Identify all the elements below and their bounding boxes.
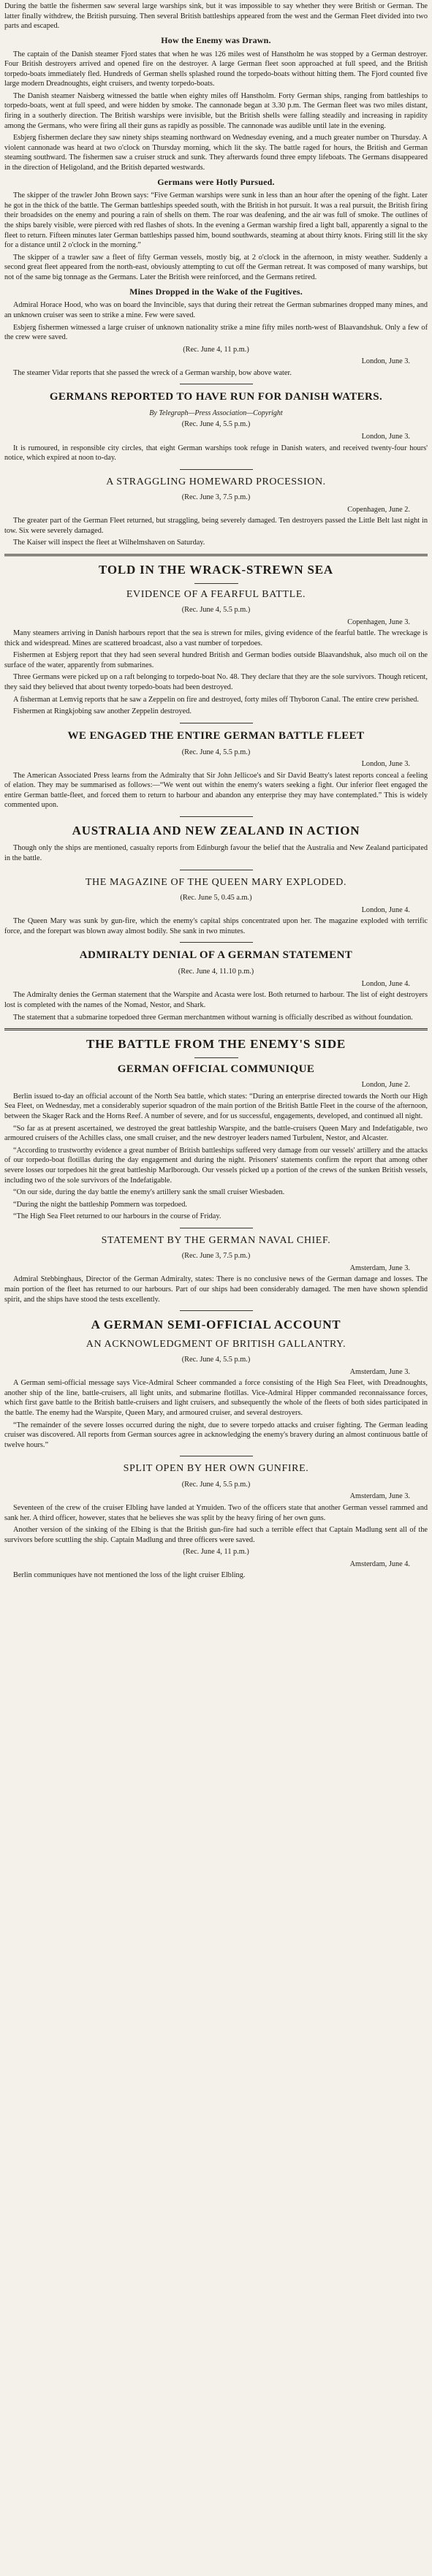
divider: [194, 583, 238, 584]
received-time: (Rec. June 4, 5.5 p.m.): [181, 605, 251, 614]
paragraph: The steamer Vidar reports that she passed the wreck of a German warship, bow above water.: [13, 368, 292, 377]
paragraph: Berlin issued to-day an official account of the North Sea battle, which states: “During an enterprise directed towards the North our High Sea Fleet, on Wednesday, met a considerably superior squadron of the main portion of the British Battle Fleet in the course of the afternoon, between the Skager Rack and the Horns Reef. A number of severe, and for us successful, engagements, developed, and continued all night.: [4, 1092, 428, 1121]
paragraph: “The remainder of the severe losses occurred during the night, due to severe torpedo attacks and cruiser fighting. The German leading cruiser was discovered. All reports from German sources agree in acknowledging the enemy's bravery during an almost continuous battle of twelve hours.”: [4, 1421, 428, 1449]
subheadline: AN ACKNOWLEDGMENT OF BRITISH GALLANTRY.: [86, 1338, 346, 1350]
headline: THE BATTLE FROM THE ENEMY'S SIDE: [86, 1037, 346, 1052]
headline: TOLD IN THE WRACK-STREWN SEA: [99, 563, 333, 577]
paragraph: Fishermen at Ringkjobing saw another Zeppelin destroyed.: [13, 707, 192, 716]
paragraph: The greater part of the German Fleet returned, but straggling, being severely damaged. Ten destroyers passed the Little Belt last night in tow. Six were severely damaged.: [4, 517, 428, 535]
divider: [180, 469, 253, 470]
section-divider: [4, 1028, 428, 1030]
received-time: (Rec. June 4, 11 p.m.): [183, 1548, 249, 1557]
dateline: London, June 3.: [361, 432, 410, 441]
paragraph: It is rumoured, in responsible city circles, that eight German warships took refuge in Danish waters, and received twenty-four hours' notice, which expired at noon to-day.: [4, 444, 428, 463]
dateline: London, June 4.: [361, 905, 410, 914]
article-danish-waters: [4, 390, 428, 463]
article-split-open: [4, 1462, 428, 1581]
dateline: London, June 2.: [361, 1081, 410, 1090]
received-time: (Rec. June 4, 5.5 p.m.): [181, 1356, 251, 1364]
received-time: (Rec. June 4, 11.10 p.m.): [178, 968, 254, 976]
paragraph: The Queen Mary was sunk by gun-fire, which the enemy's capital ships concentrated upon her. The magazine exploded with terrific force, and the forepart was blown away almost bodily. She sank in two minutes.: [4, 917, 428, 935]
article-wrack-strewn-sea: [4, 562, 428, 717]
article-entire-fleet: [4, 729, 428, 810]
paragraph: “The High Sea Fleet returned to our harbours in the course of Friday.: [13, 1212, 221, 1221]
headline: A STRAGGLING HOMEWARD PROCESSION.: [106, 476, 326, 487]
article-homeward-procession: [4, 476, 428, 548]
paragraph: During the battle the fishermen saw several large warships sink, but it was impossible to say whether they were British or German. The latter finally withdrew, the British pursuing. Then several British battleships appeared from the west and the German Fleet divided into two parts and escaped.: [4, 2, 428, 31]
byline: By Telegraph—Press Association—Copyright: [149, 409, 283, 418]
subheading: How the Enemy was Drawn.: [161, 34, 271, 45]
dateline: London, June 4.: [361, 979, 410, 988]
paragraph: Many steamers arriving in Danish harbours report that the sea is strewn for miles, giving evidence of the fearful battle. The wreckage is thick and widespread. Mines are scattered broadcast, also a vast number of torpedoes.: [4, 629, 428, 647]
divider: [180, 942, 253, 943]
dateline: Copenhagen, June 3.: [347, 618, 410, 626]
paragraph: Esbjerg fishermen witnessed a large cruiser of unknown nationality strike a mine fifty miles north-west of Blaavandshuk. Only a few of the crew were saved.: [4, 323, 428, 342]
paragraph: Esbjerg fishermen declare they saw ninety ships steaming northward on Wednesday evening, and a much greater number on Thursday. A violent cannonade was heard at two o'clock on Thursday morning, which lit the sky. The battle raged for hours, the British and German steaming southward. The fishermen saw a cruiser struck and sunk. They afterwards found three empty lifeboats. The Germans disappeared in the direction of Heligoland, and the British departed westwards.: [4, 134, 428, 172]
article-naval-chief: [4, 1234, 428, 1304]
received-time: (Rec. June 3, 7.5 p.m.): [181, 493, 251, 502]
received-time: (Rec. June 4, 11 p.m.): [183, 345, 249, 354]
dateline: Amsterdam, June 4.: [349, 1559, 410, 1568]
subheading: Mines Dropped in the Wake of the Fugitives.: [129, 286, 303, 297]
dateline: Amsterdam, June 3.: [349, 1264, 410, 1272]
paragraph: The American Associated Press learns from the Admiralty that Sir John Jellicoe's and Sir David Beatty's latest reports conceal a feeling of elation. They may be summarised as follows:—“We went out within the enemy's waters seeking a fight. Our inferior fleet engaged the entire German battle-fleet, and forced them to return to harbour and abandon any enterprise they may have contemplated.” This is widely commented upon.: [4, 771, 428, 810]
paragraph: “So far as at present ascertained, we destroyed the great battleship Warspite, and the battle-cruisers Queen Mary and Indefatigable, two armoured cruisers of the Achilles class, one small cruiser, and the new destroyer leaders named Turbulent, Nestor, and Alcaster.: [4, 1124, 428, 1143]
headline: AUSTRALIA AND NEW ZEALAND IN ACTION: [72, 824, 360, 838]
article-battle-continuation: [4, 1, 428, 378]
paragraph: Admiral Stebbinghaus, Director of the German Admiralty, states: There is no conclusive news of the German damage and losses. The main portion of the fleet has returned to our harbours. Part of our ships had been considerably damaged. The men have shown splendid spirit, and the ships have stood the tests excellently.: [4, 1275, 428, 1304]
dateline: Amsterdam, June 3.: [349, 1492, 410, 1501]
paragraph: A German semi-official message says Vice-Admiral Scheer commanded a force consisting of the High Sea Fleet, with Dreadnoughts, another ship of the line, battle-cruisers, all light units, and submarine flotillas. Vice-Admiral Hipper commanded reconnaissance forces, which first gave battle to the British battle-cruisers and light cruisers, and subsequently the whole of the fleets of both sides participated in the battle. The enemy had the Warspite, Queen Mary, and armoured cruiser, and several destroyers.: [4, 1379, 428, 1417]
received-time: (Rec. June 3, 7.5 p.m.): [181, 1252, 251, 1261]
paragraph: A fisherman at Lemvig reports that he saw a Zeppelin on fire and destroyed, forty miles off Thyboron Canal. The entire crew perished.: [13, 695, 420, 704]
headline: SPLIT OPEN BY HER OWN GUNFIRE.: [123, 1463, 309, 1475]
paragraph: “During the night the battleship Pommern was torpedoed.: [13, 1200, 187, 1209]
divider: [180, 816, 253, 817]
paragraph: Three Germans were picked up on a raft belonging to torpedo-boat No. 48. They declare that they are the sole survivors. Though reticent, they said they believed that about twenty torpedo-boats had been destroyed.: [4, 673, 428, 692]
headline: THE MAGAZINE OF THE QUEEN MARY EXPLODED.: [85, 876, 347, 888]
subheadline: GERMAN OFFICIAL COMMUNIQUE: [117, 1063, 315, 1075]
divider: [194, 1057, 238, 1058]
dateline: Amsterdam, June 3.: [349, 1367, 410, 1376]
received-time: (Rec. June 5, 0.45 a.m.): [180, 894, 252, 903]
paragraph: Seventeen of the crew of the cruiser Elbling have landed at Ymuiden. Two of the officers state that another German vessel rammed and sank her. A third officer, however, states that he believes she was split by the heavy firing of her own guns.: [4, 1503, 428, 1522]
received-time: (Rec. June 4, 5.5 p.m.): [181, 420, 251, 429]
dateline: London, June 3.: [361, 760, 410, 769]
paragraph: Fishermen at Esbjerg report that they had seen several hundred British and German bodies outside Blaavandshuk, also much oil on the surface of the water, apparently from submarines.: [4, 651, 428, 669]
paragraph: The captain of the Danish steamer Fjord states that when he was 126 miles west of Hanstholm he was stopped by a German destroyer. Four British destroyers arrived and opened fire on the destroyer. A large German fleet soon approached at full speed, and the British torpedo-boats immediately fled. Hundreds of German shells splashed round the torpedo-boats without hitting them. The Fjord counted five large modern Dreadnoughts, eight cruisers, and twenty torpedo-boats.: [4, 50, 428, 88]
received-time: (Rec. June 4, 5.5 p.m.): [181, 1480, 251, 1489]
paragraph: The statement that a submarine torpedoed three German merchantmen without warning is officially described as without foundation.: [13, 1013, 413, 1022]
dateline: London, June 3.: [361, 357, 410, 366]
received-time: (Rec. June 4, 5.5 p.m.): [181, 748, 251, 756]
article-enemy-side: [4, 1036, 428, 1222]
paragraph: Berlin communiques have not mentioned the loss of the light cruiser Elbling.: [13, 1571, 246, 1580]
headline: GERMANS REPORTED TO HAVE RUN FOR DANISH WATERS.: [49, 391, 383, 403]
paragraph: The Danish steamer Naisberg witnessed the battle when eighty miles off Hanstholm. Forty German ships, ranging from battleships to torpedo-boats, went at full speed, and were hidden by smoke. The cannonade began at 3.30 p.m. The German fleet was two miles distant, firing in a southerly direction. The British warships were invisible, but the British shells were falling steadily and increasing in rapidity among the Germans, who were firing all their guns as rapidly as possible. The cannonade was audible until late in the evening.: [4, 91, 428, 130]
paragraph: The skipper of a trawler saw a fleet of fifty German vessels, mostly big, at 2 o'clock in the afternoon, in misty weather. Suddenly a second great fleet appeared from the north-east, obviously attempting to cut off the German retreat. It was composed of many warships, but not of the same big tonnage as the Germans. Later the British were reinforced, and the Germans retired.: [4, 253, 428, 281]
headline: ADMIRALTY DENIAL OF A GERMAN STATEMENT: [79, 949, 353, 962]
article-semi-official: [4, 1317, 428, 1450]
headline: STATEMENT BY THE GERMAN NAVAL CHIEF.: [101, 1234, 331, 1246]
paragraph: “According to trustworthy evidence a great number of British battleships suffered very damage from our vessels' artillery and the attacks of our torpedo-boat flotillas during the day engagement and during the night. Prisoners' statements confirm the report that among other severe losses our torpedoes hit the great battleship Marlborough. Our vessels picked up a portion of the crews of the sunken British vessels, including two of the sole survivors of the Indefatigable.: [4, 1146, 428, 1185]
article-australia-nz: [4, 823, 428, 864]
article-admiralty-denial: [4, 949, 428, 1022]
section-divider: [4, 554, 428, 556]
divider: [180, 1310, 253, 1311]
headline: A GERMAN SEMI-OFFICIAL ACCOUNT: [91, 1318, 341, 1332]
article-queen-mary: [4, 876, 428, 937]
paragraph: Though only the ships are mentioned, casualty reports from Edinburgh favour the belief that the Australia and New Zealand participated in the battle.: [4, 844, 428, 863]
subheadline: EVIDENCE OF A FEARFUL BATTLE.: [126, 588, 306, 600]
paragraph: Another version of the sinking of the Elbing is that the British gun-fire had such a terrible effect that Captain Madlung sent all of the survivors before scuttling the ship. Captain Madlung and three officers were saved.: [4, 1526, 428, 1544]
paragraph: “On our side, during the day battle the enemy's artillery sank the small cruiser Wiesbaden.: [13, 1188, 285, 1197]
dateline: Copenhagen, June 2.: [347, 505, 410, 514]
paragraph: The Admiralty denies the German statement that the Warspite and Acasta were lost. Both returned to harbour. The list of eight destroyers lost is completed with the names of the Nomad, Nestor, and Shark.: [4, 991, 428, 1009]
headline: WE ENGAGED THE ENTIRE GERMAN BATTLE FLEET: [67, 729, 365, 742]
subheading: Germans were Hotly Pursued.: [157, 176, 275, 187]
paragraph: The Kaiser will inspect the fleet at Wilhelmshaven on Saturday.: [13, 539, 205, 547]
paragraph: Admiral Horace Hood, who was on board the Invincible, says that during their retreat the German submarines dropped many mines, and an unknown cruiser was seen to strike a mine. Few were saved.: [4, 301, 428, 319]
paragraph: The skipper of the trawler John Brown says: “Five German warships were sunk in less than an hour after the opening of the fight. Later he got in the thick of the battle. The German battleships speeded south, with the British in hot pursuit. It was a real pursuit, the British firing their broadsides on the enemy and pouring a rain of shells on them. The roar was deafening, and the air was full of smoke. The outlines of the ships barely visible, were pierced with red flashes of shots. In the evening a German warship fired a light ball, apparently a signal to the fleet to return. Fifteen minutes later German battleships passed him, bound southwards, steaming at about thirty knots. Firing still lit the sky for a distance until 2 o'clock in the morning.”: [4, 191, 428, 250]
